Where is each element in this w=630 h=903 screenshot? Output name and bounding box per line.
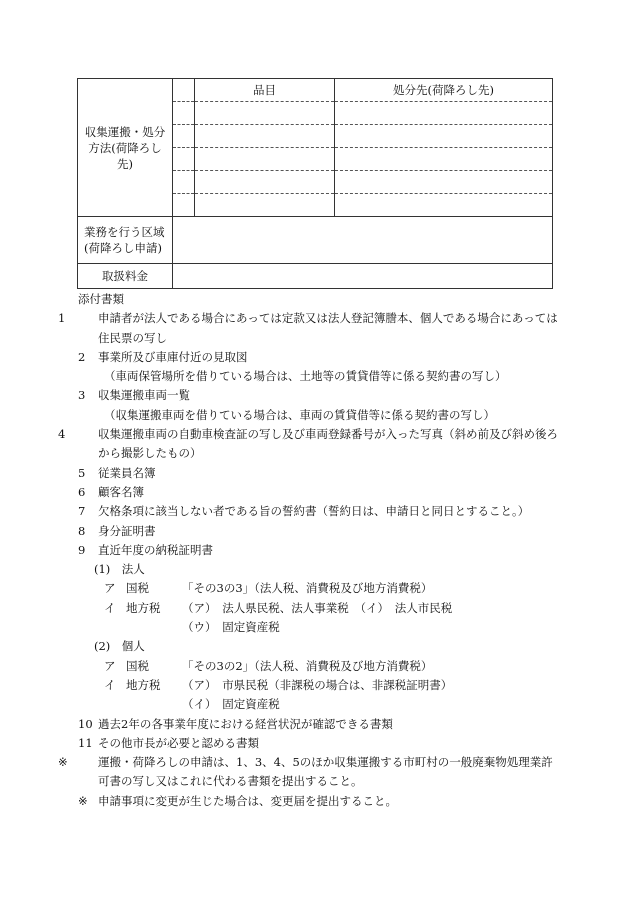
attachment-item-2-note: （車両保管場所を借りている場合は、土地等の賃貸借等に係る契約書の写し）	[104, 369, 507, 384]
tax-sub-corporate-local: イ 地方税 （ア） 法人県民税、法人事業税 （イ） 法人市民税	[104, 600, 453, 615]
cell-no[interactable]	[173, 125, 195, 148]
cell-destination[interactable]	[335, 125, 553, 148]
fee-row	[78, 264, 553, 289]
header-item: 品目	[195, 79, 335, 102]
cell-no[interactable]	[173, 102, 195, 125]
attachment-item-11: 11 その他市長が必要と認める書類	[78, 735, 259, 750]
attachments-section	[58, 290, 558, 811]
header-blank-cell	[173, 79, 195, 102]
attachment-item-10: 10 過去2年の各事業年度における経営状況が確認できる書類	[78, 716, 393, 731]
cell-item[interactable]	[195, 148, 335, 171]
tax-sub-individual-national: ア 国税 「その3の2」（法人税、消費税及び地方消費税）	[104, 658, 433, 673]
tax-sub-individual-local: イ 地方税 （ア） 市県民税（非課税の場合は、非課税証明書）	[104, 677, 453, 692]
area-label: 業務を行う区域(荷降ろし申請)	[78, 217, 173, 264]
fee-value[interactable]	[173, 264, 553, 289]
attachment-item-5: 5 従業員名簿	[78, 465, 156, 480]
cell-item[interactable]	[195, 171, 335, 194]
attachment-item-7: 7 欠格条項に該当しない者である旨の誓約書（誓約日は、申請日と同日とすること。）	[78, 504, 530, 519]
cell-item[interactable]	[195, 125, 335, 148]
cell-item[interactable]	[195, 102, 335, 125]
tax-sub-corporate-national: ア 国税 「その3の3」（法人税、消費税及び地方消費税）	[104, 581, 433, 596]
cell-destination[interactable]	[335, 102, 553, 125]
attachment-item-2: 2 事業所及び車庫付近の見取図	[78, 349, 248, 364]
cell-destination[interactable]	[335, 194, 553, 217]
attachment-item-1: 1 申請者が法人である場合にあっては定款又は法人登記簿謄本、個人である場合にあっては住民票の写し	[58, 311, 558, 345]
note-1: ※ 運搬・荷降ろしの申請は、1、3、4、5のほか収集運搬する市町村の一般廃棄物処理業許可書の写し又はこれに代わる書類を提出すること。	[58, 755, 553, 789]
cell-destination[interactable]	[335, 171, 553, 194]
application-table	[77, 78, 553, 289]
fee-label: 取扱料金	[78, 264, 173, 289]
area-value[interactable]	[173, 217, 553, 264]
attachment-item-4: 4 収集運搬車両の自動車検査証の写し及び車両登録番号が入った写真（斜め前及び斜め後ろから撮影したもの）	[58, 427, 558, 461]
note-2: ※ 申請事項に変更が生じた場合は、変更届を提出すること。	[78, 793, 397, 808]
attachment-item-3: 3 収集運搬車両一覧	[78, 388, 190, 403]
method-label: 収集運搬・処分方法(荷降ろし先)	[78, 79, 173, 217]
attachment-item-6: 6 顧客名簿	[78, 484, 144, 499]
cell-item[interactable]	[195, 194, 335, 217]
tax-sub-corporate-local-2: （ウ） 固定資産税	[182, 620, 280, 635]
area-row	[78, 217, 553, 264]
cell-no[interactable]	[173, 148, 195, 171]
header-destination: 処分先(荷降ろし先)	[335, 79, 553, 102]
attachment-item-9: 9 直近年度の納税証明書	[78, 542, 213, 557]
cell-no[interactable]	[173, 171, 195, 194]
table-header-row	[78, 79, 553, 102]
tax-sub-individual-local-2: （イ） 固定資産税	[182, 697, 280, 712]
attachment-item-8: 8 身分証明書	[78, 523, 156, 538]
tax-sub-corporate: (1) 法人	[94, 562, 145, 577]
cell-destination[interactable]	[335, 148, 553, 171]
attachment-item-3-note: （収集運搬車両を借りている場合は、車両の賃貸借等に係る契約書の写し）	[104, 407, 495, 422]
tax-sub-individual: (2) 個人	[94, 639, 145, 654]
attachments-title: 添付書類	[78, 292, 124, 306]
cell-no[interactable]	[173, 194, 195, 217]
